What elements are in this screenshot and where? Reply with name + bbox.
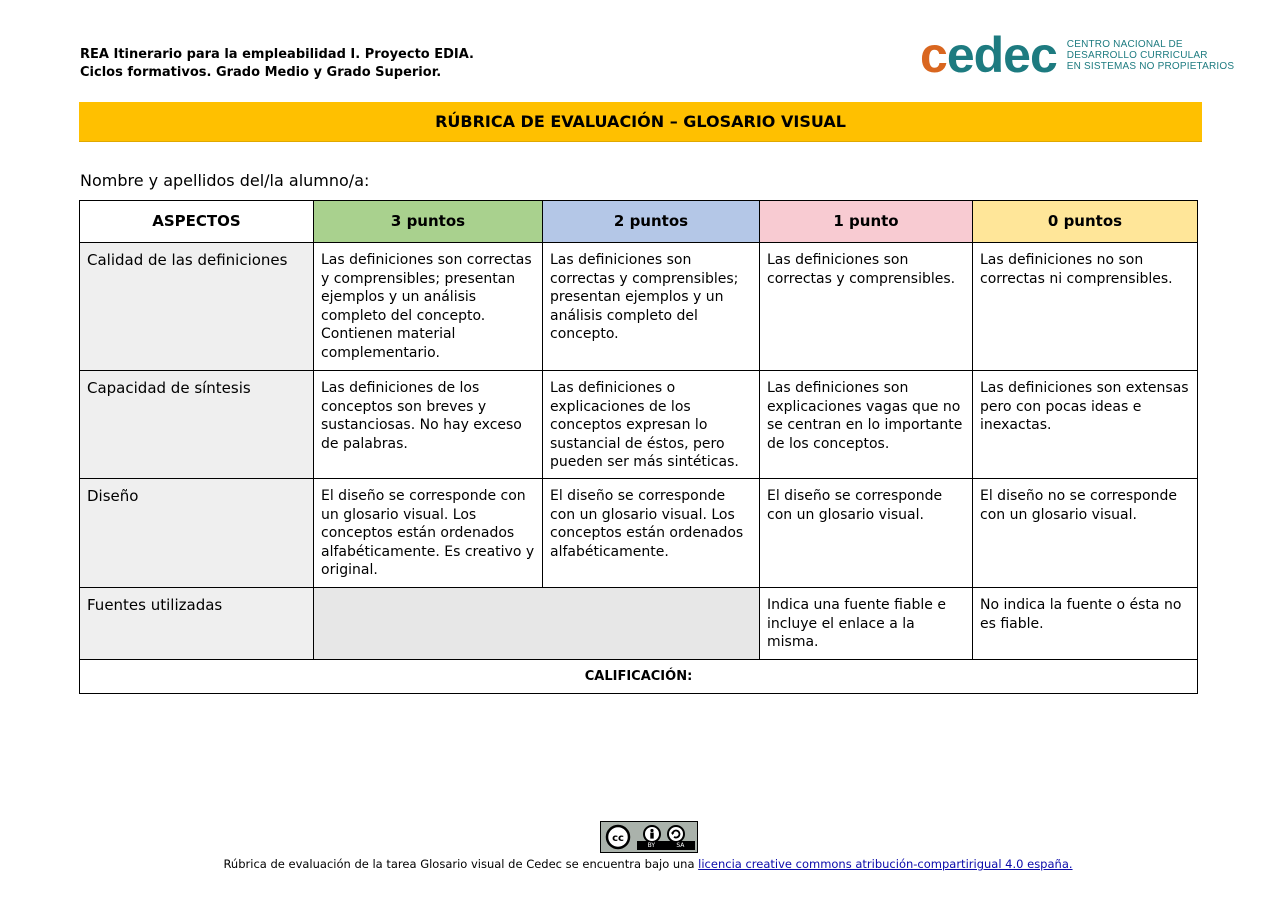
cell-sintesis-2: Las definiciones o explicaciones de los conceptos expresan lo sustancial de éstos, pero pueden ser más sintéticas. xyxy=(543,371,760,479)
calificacion-cell: CALIFICACIÓN: xyxy=(80,660,1198,694)
svg-text:cc: cc xyxy=(612,833,624,844)
header-aspectos: ASPECTOS xyxy=(80,201,314,243)
rubric-title-bar xyxy=(79,102,1202,142)
aspect-fuentes: Fuentes utilizadas xyxy=(80,588,314,660)
header-1-punto: 1 punto xyxy=(760,201,973,243)
rubric-header-row xyxy=(80,201,1198,243)
aspect-diseno: Diseño xyxy=(80,479,314,588)
cell-sintesis-0: Las definiciones son extensas pero con pocas ideas e inexactas. xyxy=(973,371,1198,479)
header-2-puntos: 2 puntos xyxy=(543,201,760,243)
rubric-table xyxy=(79,200,1198,694)
license-footer xyxy=(0,857,1286,871)
cedec-logo-word xyxy=(920,27,1057,83)
cell-sintesis-3: Las definiciones de los conceptos son breves y sustanciosas. No hay exceso de palabras. xyxy=(314,371,543,479)
cc-sa-label: SA xyxy=(676,842,685,849)
document-header xyxy=(80,46,474,82)
cell-diseno-2: El diseño se corresponde con un glosario visual. Los conceptos están ordenados alfabéticamente. xyxy=(543,479,760,588)
cc-badge-band xyxy=(637,841,695,850)
rubric-row-diseno xyxy=(80,479,1198,588)
logo-text-line-3: EN SISTEMAS NO PROPIETARIOS xyxy=(1066,60,1235,72)
logo-word-first: c xyxy=(920,27,947,83)
rubric-row-fuentes xyxy=(80,588,1198,660)
cell-calidad-0: Las definiciones no son correctas ni comprensibles. xyxy=(973,243,1198,371)
student-name-label: Nombre y apellidos del/la alumno/a: xyxy=(80,171,370,190)
share-alike-icon xyxy=(668,826,684,842)
header-0-puntos: 0 puntos xyxy=(973,201,1198,243)
cell-fuentes-0: No indica la fuente o ésta no es fiable. xyxy=(973,588,1198,660)
rubric-row-calificacion xyxy=(80,660,1198,694)
rubric-row-sintesis xyxy=(80,371,1198,479)
logo-word-rest: edec xyxy=(946,27,1057,83)
cell-diseno-0: El diseño no se corresponde con un glosario visual. xyxy=(973,479,1198,588)
logo-text-line-2: DESARROLLO CURRICULAR xyxy=(1066,49,1208,61)
cc-by-label: BY xyxy=(647,842,656,849)
cell-fuentes-empty xyxy=(314,588,760,660)
cell-calidad-3: Las definiciones son correctas y comprensibles; presentan ejemplos y un análisis completo del concepto. Contienen material complementario. xyxy=(314,243,543,371)
logo-text-line-1: CENTRO NACIONAL DE xyxy=(1066,38,1183,50)
rubric-row-calidad xyxy=(80,243,1198,371)
rubric-title: RÚBRICA DE EVALUACIÓN – GLOSARIO VISUAL xyxy=(435,112,846,131)
cell-sintesis-1: Las definiciones son explicaciones vagas que no se centran en lo importante de los conceptos. xyxy=(760,371,973,479)
aspect-calidad: Calidad de las definiciones xyxy=(80,243,314,371)
header-line-1: REA Itinerario para la empleabilidad I. Proyecto EDIA. xyxy=(80,47,474,62)
cc-by-sa-badge[interactable] xyxy=(600,821,698,853)
cell-calidad-1: Las definiciones son correctas y comprensibles. xyxy=(760,243,973,371)
aspect-sintesis: Capacidad de síntesis xyxy=(80,371,314,479)
cedec-logo-text xyxy=(1067,39,1234,72)
license-text: Rúbrica de evaluación de la tarea Glosario visual de Cedec se encuentra bajo una xyxy=(223,857,699,871)
cedec-logo xyxy=(920,27,1235,83)
license-link[interactable]: licencia creative commons atribución-compartirigual 4.0 españa. xyxy=(698,857,1073,871)
cell-diseno-1: El diseño se corresponde con un glosario visual. xyxy=(760,479,973,588)
cell-diseno-3: El diseño se corresponde con un glosario visual. Los conceptos están ordenados alfabéticamente. Es creativo y original. xyxy=(314,479,543,588)
header-line-2: Ciclos formativos. Grado Medio y Grado Superior. xyxy=(80,65,442,80)
header-3-puntos: 3 puntos xyxy=(314,201,543,243)
cell-fuentes-1: Indica una fuente fiable e incluye el enlace a la misma. xyxy=(760,588,973,660)
cell-calidad-2: Las definiciones son correctas y comprensibles; presentan ejemplos y un análisis completo del concepto. xyxy=(543,243,760,371)
